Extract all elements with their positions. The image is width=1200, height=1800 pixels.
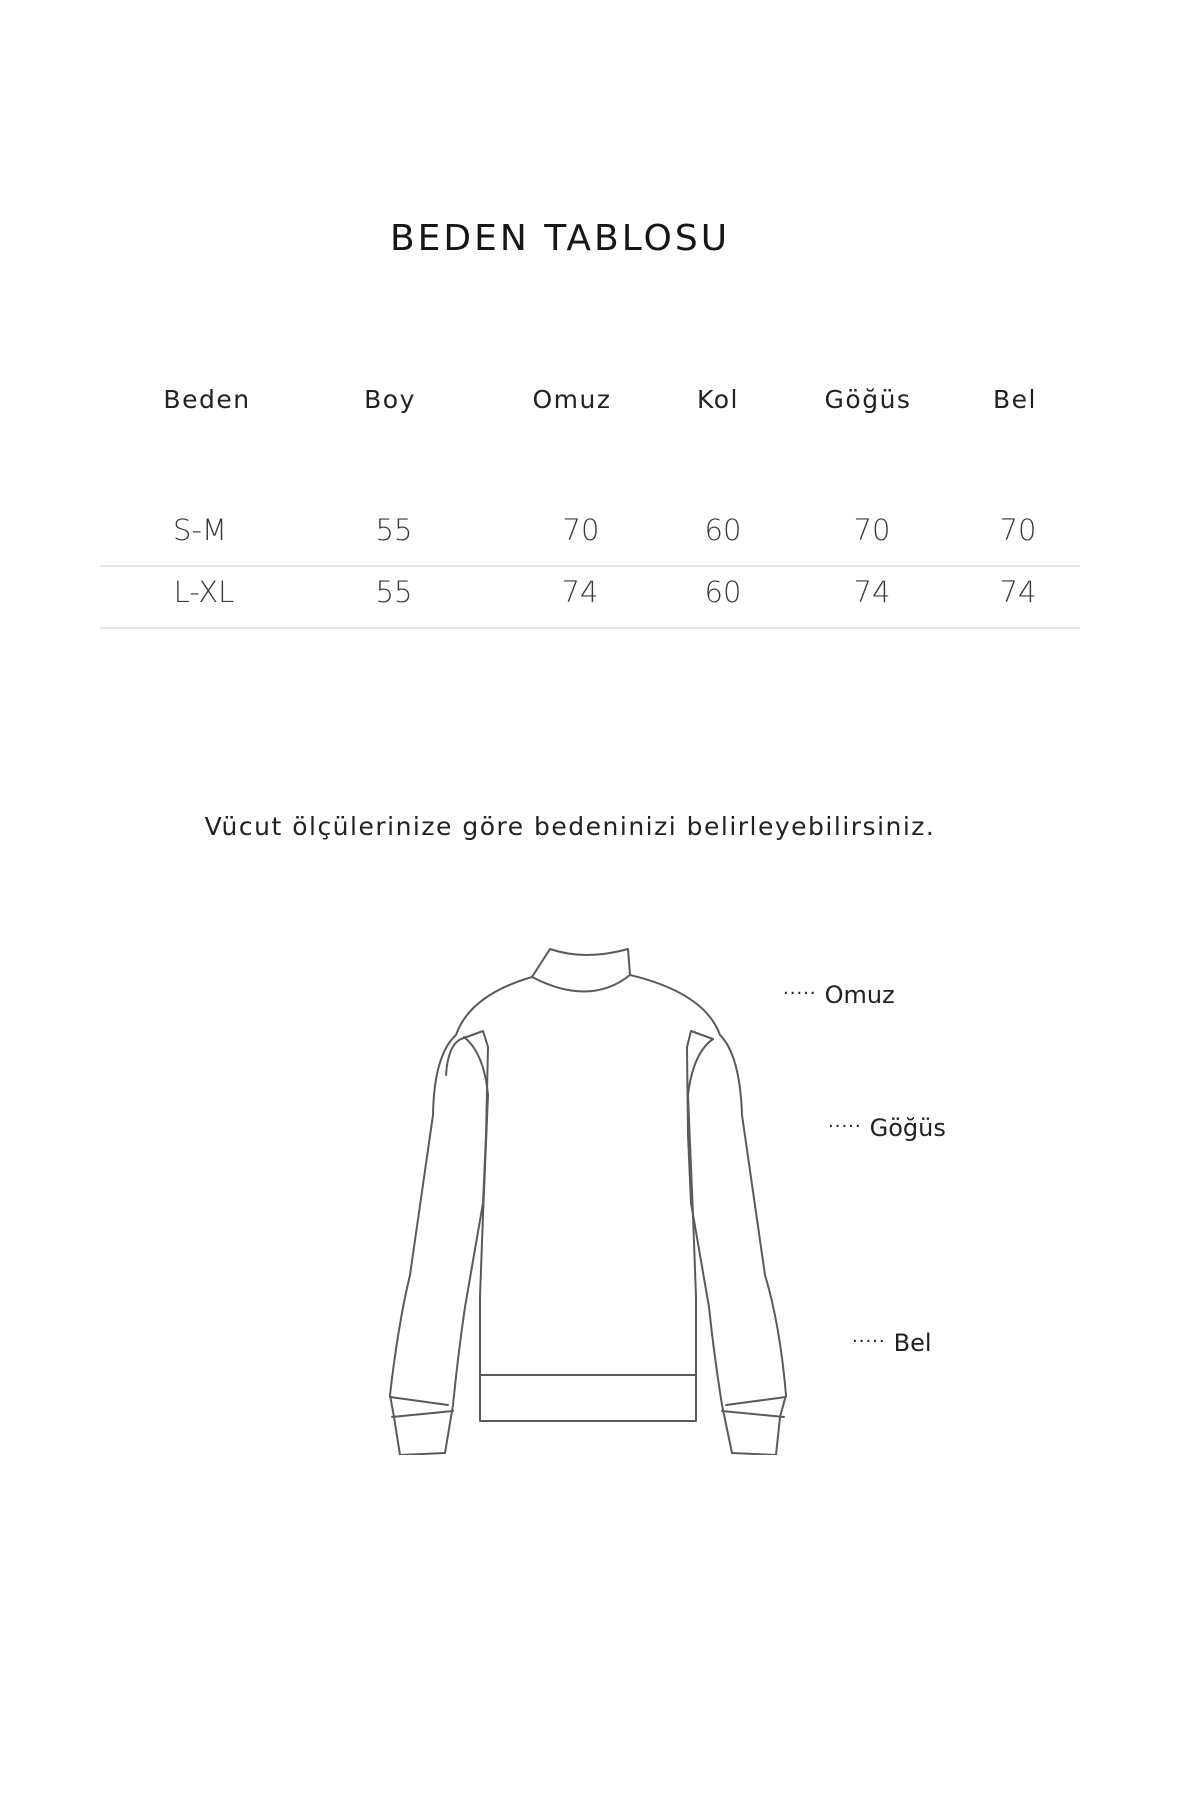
sweater-illustration [360, 935, 830, 1455]
waist-measure-label [852, 1329, 932, 1357]
cell-bel: 74 [999, 575, 1037, 609]
header-gogus: Göğüs [824, 385, 912, 414]
page-title: BEDEN TABLOSU [389, 218, 731, 259]
cell-gogus: 74 [853, 575, 891, 609]
header-bel: Bel [993, 385, 1037, 414]
shoulder-measure-label [783, 981, 895, 1009]
cell-omuz: 74 [561, 575, 599, 609]
chest-label-text: Göğüs [869, 1114, 946, 1142]
chest-measure-label [828, 1114, 946, 1142]
shoulder-label-text: Omuz [824, 981, 895, 1009]
cell-size: S-M [173, 513, 227, 547]
header-boy: Boy [364, 385, 416, 414]
cell-boy: 55 [375, 513, 413, 547]
header-omuz: Omuz [532, 385, 612, 414]
cell-kol: 60 [704, 575, 742, 609]
header-beden: Beden [163, 385, 251, 414]
cell-omuz: 70 [562, 513, 600, 547]
cell-bel: 70 [999, 513, 1037, 547]
size-guidance-note: Vücut ölçülerinize göre bedeninizi belirleyebilirsiniz. [204, 812, 936, 841]
cell-boy: 55 [375, 575, 413, 609]
sweater-hem [480, 1375, 696, 1421]
table-header-row [100, 385, 1080, 455]
size-table [100, 385, 1080, 629]
table-row [100, 567, 1080, 629]
dotted-leader-icon: ····· [828, 1116, 862, 1137]
sweater-body-outline [390, 977, 532, 1455]
cell-size: L-XL [173, 575, 235, 609]
dotted-leader-icon: ····· [852, 1331, 886, 1352]
cell-gogus: 70 [853, 513, 891, 547]
header-kol: Kol [697, 385, 739, 414]
table-row [100, 505, 1080, 567]
cell-kol: 60 [704, 513, 742, 547]
dotted-leader-icon: ····· [783, 983, 817, 1004]
waist-label-text: Bel [893, 1329, 932, 1357]
collar-outer [532, 949, 630, 992]
